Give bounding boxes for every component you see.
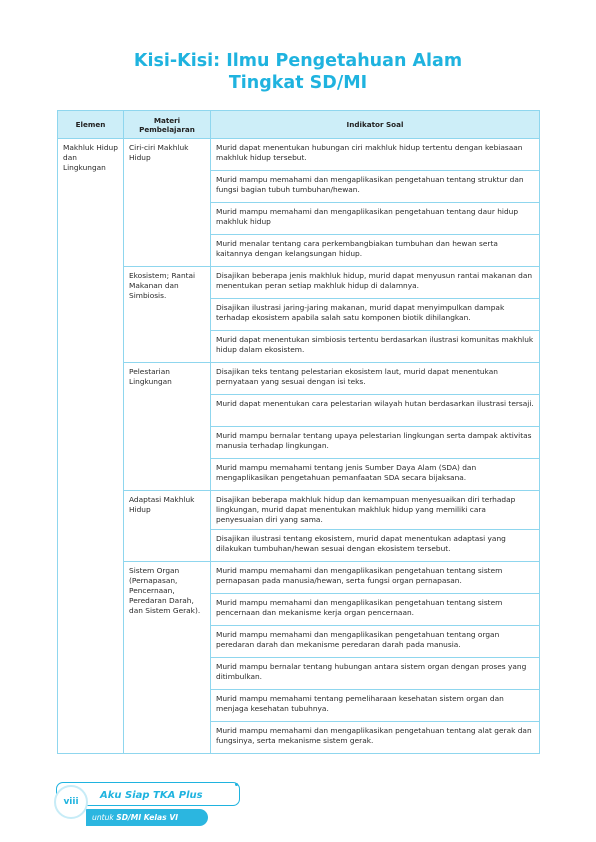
footer-book-title: Aku Siap TKA Plus (100, 790, 203, 801)
header-elemen: Elemen (58, 111, 124, 139)
table-row (58, 491, 540, 530)
indikator-cell: Murid mampu memahami dan mengaplikasikan pengetahuan tentang sistem pencernaan dan mekanisme kerja organ pencernaan. (211, 594, 540, 626)
indikator-cell: Disajikan teks tentang pelestarian ekosistem laut, murid dapat menentukan pernyataan yang sesuai dengan isi teks. (211, 363, 540, 395)
indikator-cell: Murid mampu memahami dan mengaplikasikan pengetahuan tentang sistem pernapasan pada manusia/hewan, serta fungsi organ pernapasan. (211, 562, 540, 594)
indikator-cell: Murid mampu memahami dan mengaplikasikan pengetahuan tentang daur hidup makhluk hidup (211, 203, 540, 235)
indikator-cell: Murid mampu memahami tentang pemeliharaan kesehatan sistem organ dan menjaga kesehatan tubuhnya. (211, 690, 540, 722)
elemen-cell: Makhluk Hidup dan Lingkungan (58, 139, 124, 754)
indikator-cell: Murid dapat menentukan simbiosis tertentu berdasarkan ilustrasi komunitas makhluk hidup dalam ekosistem. (211, 331, 540, 363)
indikator-cell: Murid mampu bernalar tentang hubungan antara sistem organ dengan proses yang ditimbulkan. (211, 658, 540, 690)
footer-dot (235, 783, 238, 786)
indikator-cell: Murid dapat menentukan cara pelestarian wilayah hutan berdasarkan ilustrasi tersaji. (211, 395, 540, 427)
page-number-badge: viii (54, 785, 88, 819)
page-title (0, 50, 596, 94)
table-row (58, 139, 540, 171)
indikator-cell: Disajikan ilustrasi tentang ekosistem, murid dapat menentukan adaptasi yang dilakukan tumbuhan/hewan sesuai dengan ekosistem tersebut. (211, 530, 540, 562)
indikator-cell: Murid mampu bernalar tentang upaya pelestarian lingkungan serta dampak aktivitas manusia terhadap lingkungan. (211, 427, 540, 459)
header-materi: Materi Pembelajaran (124, 111, 211, 139)
materi-cell: Pelestarian Lingkungan (124, 363, 211, 491)
header-indikator: Indikator Soal (211, 111, 540, 139)
indikator-cell: Murid dapat menentukan hubungan ciri makhluk hidup tertentu dengan kebiasaan makhluk hidup tersebut. (211, 139, 540, 171)
table-row (58, 267, 540, 299)
page-title-line-1: Kisi-Kisi: Ilmu Pengetahuan Alam (133, 51, 463, 71)
table-row (58, 363, 540, 395)
footer-subtitle-class: SD/MI Kelas VI (116, 813, 179, 822)
materi-cell: Ekosistem; Rantai Makanan dan Simbiosis. (124, 267, 211, 363)
footer-subtitle (86, 809, 208, 826)
indikator-cell: Murid mampu memahami tentang jenis Sumber Daya Alam (SDA) dan mengaplikasikan pengetahuan pemanfaatan SDA secara bijaksana. (211, 459, 540, 491)
indikator-cell: Murid mampu memahami dan mengaplikasikan pengetahuan tentang organ peredaran darah dan mekanisme peredaran darah pada manusia. (211, 626, 540, 658)
indikator-cell: Murid mampu memahami dan mengaplikasikan pengetahuan tentang alat gerak dan fungsinya, serta mekanisme sistem gerak. (211, 722, 540, 754)
indikator-cell: Disajikan ilustrasi jaring-jaring makanan, murid dapat menyimpulkan dampak terhadap ekosistem apabila salah satu komponen biotik dihilangkan. (211, 299, 540, 331)
table-header-row (58, 111, 540, 139)
page-title-line-2: Tingkat SD/MI (228, 73, 368, 93)
materi-cell: Ciri-ciri Makhluk Hidup (124, 139, 211, 267)
footer-subtitle-prefix: untuk (92, 813, 117, 822)
materi-cell: Sistem Organ (Pernapasan, Pencernaan, Peredaran Darah, dan Sistem Gerak). (124, 562, 211, 754)
indikator-cell: Murid mampu memahami dan mengaplikasikan pengetahuan tentang struktur dan fungsi bagian tubuh tumbuhan/hewan. (211, 171, 540, 203)
kisi-kisi-table (57, 110, 540, 754)
indikator-cell: Disajikan beberapa jenis makhluk hidup, murid dapat menyusun rantai makanan dan menentukan peran setiap makhluk hidup di dalamnya. (211, 267, 540, 299)
table-row (58, 562, 540, 594)
indikator-cell: Disajikan beberapa makhluk hidup dan kemampuan menyesuaikan diri terhadap lingkungan, murid dapat menentukan makhluk hidup yang memiliki cara penyesuaian diri yang sama. (211, 491, 540, 530)
materi-cell: Adaptasi Makhluk Hidup (124, 491, 211, 562)
indikator-cell: Murid menalar tentang cara perkembangbiakan tumbuhan dan hewan serta kaitannya dengan kelangsungan hidup. (211, 235, 540, 267)
